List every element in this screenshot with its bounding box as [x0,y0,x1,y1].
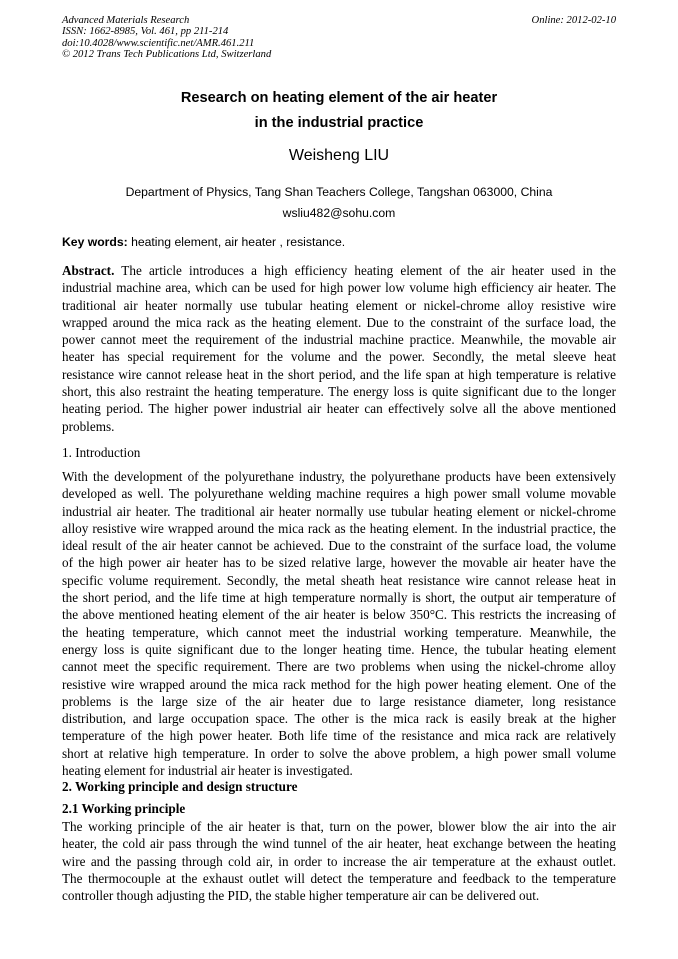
journal-name: Advanced Materials Research [62,15,190,26]
keywords [62,235,345,249]
abstract-label: Abstract. [62,263,115,278]
text-line: controller though adjusting the PID, the stable higher temperature air can be delivered out. [62,888,540,904]
journal-header [62,15,271,61]
paper-title-line-1: Research on heating element of the air heater [180,90,498,106]
text-line: The working principle of the air heater is that, turn on the power, blower blow the air into the air [62,819,616,834]
keywords-text: heating element, air heater , resistance. [127,235,346,249]
section-2-1-heading: 2.1 Working principle [62,801,186,816]
text-line: wrapped around the mica rack as the heating element. Due to the constraint of the surface load, the [62,314,616,330]
text-line: cannot meet the specific requirement. There are two problems when using the nickel-chrome alloy [62,659,616,675]
text-line: problems is the large size of the air heater due to large resistance diameter, long resistance [62,693,616,709]
abstract-text: The article introduces a high efficiency heating element of the air heater used in the [114,263,616,278]
affiliation: Department of Physics, Tang Shan Teachers College, Tangshan 063000, China [125,185,553,199]
paper-title-line-2: in the industrial practice [254,115,424,131]
text-line: heating period. The higher power industrial air heater can effectively solve all the above mentioned [62,401,616,417]
text-line: heater, the cold air pass through the wind tunnel of the air heater, heat exchange between the heating [62,836,616,852]
abstract [62,262,616,435]
text-line: the heating temperature, which cannot meet the industrial working temperature. Meanwhile, the [62,624,616,640]
text-line: short, this also restraint the heating temperature. The energy loss is quite significant due to the longer [62,384,616,400]
text-line [62,262,616,279]
text-line: the above mentioned heating element of the air heater is below 350°C. This restricts the increasing of [62,607,616,623]
text-line: specific volume requirement. Secondly, the metal sheath heat resistance wire cannot release heat in [62,572,616,588]
text-line: With the development of the polyurethane industry, the polyurethane products have been extensively [62,469,616,484]
text-line: temperature of the high power heater. Both life time of the resistance and mica rack are relatively [62,728,616,744]
issn: ISSN: 1662-8985, Vol. 461, pp 211-214 [62,26,229,38]
working-principle-body [62,818,616,904]
text-line: heater has special requirement for the volume and the power. Secondly, the metal sleeve heat [62,349,616,365]
text-line: industrial air heater. The traditional air heater normally use tubular heating element or nickel-chrome [62,503,616,519]
text-line: wire and the passing through cold air, in order to increase the air temperature at the exhaust outlet. [62,853,616,869]
text-line: of the high power air heater has to be sized relative large, however the movable air heater have the [62,555,616,571]
text-line: resistive wire wrapped around the mica rack method for the high power heating element. One of the [62,676,616,692]
text-line: energy loss is quite significant due to the longer heating time. Hence, the tubular heating element [62,641,616,657]
author-email: wsliu482@sohu.com [282,206,396,220]
keywords-label: Key words: [62,235,128,249]
intro-heading: 1. Introduction [62,445,141,460]
text-line: the short period, and the life time at high temperature normally is short, the output air temperature of [62,590,616,606]
intro-body [62,468,616,779]
text-line: industrial machine area, which can be used for high power low volume high efficiency air heater. The [62,280,616,296]
section-2-heading: 2. Working principle and design structure [62,779,298,794]
text-line: heating element for industrial air heater is investigated. [62,763,353,779]
text-line: problems. [62,418,115,434]
doi: doi:10.4028/www.scientific.net/AMR.461.211 [62,37,255,49]
text-line: resistance wire cannot release heat in the short period, and the life span at high temperature is relative [62,366,616,382]
online-date: Online: 2012-02-10 [531,15,616,26]
text-line: alloy resistive wire wrapped around the mica rack as the heating element. In the industrial practice, the [62,520,616,536]
text-line: ideal result of the air heater cannot be achieved. Due to the constraint of the surface load, the volume [62,538,616,554]
text-line: The thermocouple at the exhaust outlet will detect the temperature and feedback to the temperature [62,870,616,886]
author-name: Weisheng LIU [288,147,390,164]
text-line: power cannot meet the requirement of the industrial machine practice. Meanwhile, the movable air [62,332,616,348]
text-line: distribution, and large occupation space. The other is the mica rack is easily break at the higher [62,711,616,727]
text-line: developed as well. The polyurethane welding machine requires a high power small volume movable [62,486,616,502]
copyright: © 2012 Trans Tech Publications Ltd, Switzerland [62,49,272,61]
text-line: traditional air heater normally use tubular heating element or nickel-chrome alloy resistive wire [62,297,616,313]
text-line: short at relative high temperature. In order to solve the above problem, a high power small volume [62,745,616,761]
